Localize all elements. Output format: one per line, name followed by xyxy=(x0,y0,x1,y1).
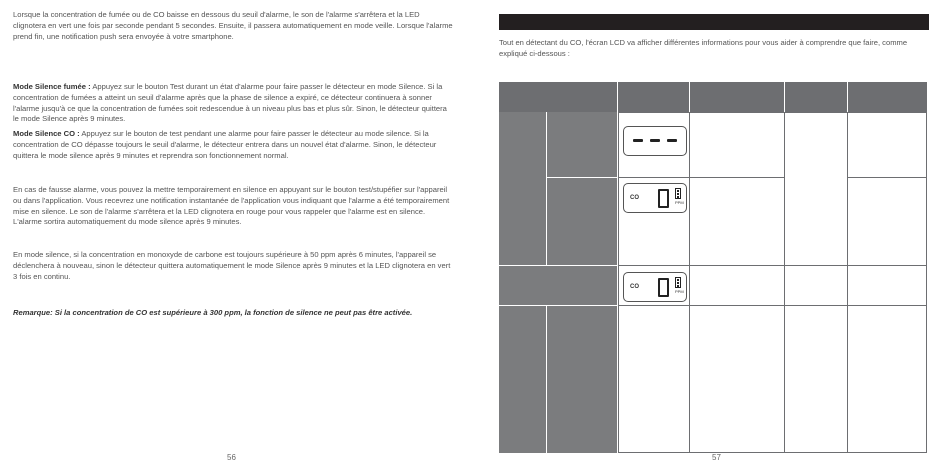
lcd-cell xyxy=(618,112,690,178)
battery-icon xyxy=(675,188,681,199)
table-cell xyxy=(689,265,785,306)
lcd-co-label: CO xyxy=(630,195,639,201)
table-cell xyxy=(847,177,927,266)
section-header-bar xyxy=(499,14,929,30)
lcd-digit-zero xyxy=(658,278,669,297)
battery-icon xyxy=(675,277,681,288)
lcd-co-reading-display xyxy=(623,183,687,213)
page-number-left: 56 xyxy=(227,453,236,462)
lcd-display-table xyxy=(499,82,927,453)
row-label-cell xyxy=(547,306,617,453)
false-alarm-paragraph: En cas de fausse alarme, vous pouvez la mettre temporairement en silence en appuyant sur le bouton test/stupéfier sur l'appareil ou dans l'application. Vous recevrez une notification instantanée de l'application vous indiquant que l'alarme a été temporairement mise en silence. Le son de l'alarme s'arrêtera et la LED clignotera en rouge pour vous rappeler que l'alarme est en silence. L'alarme sortira automatiquement du mode silence après 9 minutes. xyxy=(13,185,450,227)
table-cell xyxy=(618,305,690,453)
table-header-cell xyxy=(848,82,927,112)
page-number-right: 57 xyxy=(712,453,721,462)
table-cell xyxy=(784,112,848,266)
table-cell xyxy=(689,177,785,266)
row-group-label-cell xyxy=(499,112,546,265)
smoke-silence-paragraph xyxy=(13,82,453,125)
smoke-silence-text: Appuyez sur le bouton Test durant un état d'alarme pour faire passer le détecteur en mode Silence. Si la concentration de fumées a atteint un seuil d'alarme après que la phase de silence a expiré, ce détecteur continuera à sonner l'alarme jusqu'à ce que la concentration de fumées soit redescendue à un niveau plus bas et plus sûr. Sinon, le détecteur quittera le mode Silence après 9 minutes. xyxy=(13,82,447,124)
remark-note: Remarque: Si la concentration de CO est supérieure à 300 ppm, la fonction de silence ne peut pas être activée. xyxy=(13,308,413,317)
row-label-cell xyxy=(547,178,617,265)
table-header-cell xyxy=(618,82,689,112)
lcd-digit-zero xyxy=(658,189,669,208)
lcd-ppm-unit: PPM xyxy=(675,200,684,205)
table-cell xyxy=(847,265,927,306)
co-silence-text: Appuyez sur le bouton de test pendant une alarme pour faire passer le détecteur au mode silence. Si la concentration de CO dépasse toujours le seuil d'alarme, le détecteur entrera dans un nouvel état d'alarme. Sinon, le détecteur quittera le mode silence après 9 minutes et reprendra son fonctionnement normal. xyxy=(13,129,437,160)
table-cell xyxy=(689,112,785,178)
table-cell xyxy=(689,305,785,453)
smoke-silence-title: Mode Silence fumée : xyxy=(13,82,91,91)
row-group-label-cell xyxy=(499,306,546,453)
silence-mode-paragraph: En mode silence, si la concentration en monoxyde de carbone est toujours supérieure à 50 ppm après 6 minutes, l'appareil se déclenchera à nouveau, sinon le détecteur quittera automatiquement le mode Silence après 9 minutes et la LED clignotera en vert 3 fois en continu. xyxy=(13,250,451,281)
lcd-co-label: CO xyxy=(630,284,639,290)
co-silence-paragraph xyxy=(13,129,453,161)
lcd-dash xyxy=(633,139,643,142)
right-page xyxy=(475,0,950,467)
table-cell xyxy=(784,265,848,306)
intro-paragraph: Lorsque la concentration de fumée ou de CO baisse en dessous du seuil d'alarme, le son de l'alarme s'arrêtera et la LED clignotera en vert une fois par seconde pendant 5 secondes. Ensuite, il passera automatiquement en mode veille. Lorsque l'alarme prend fin, une notification push sera envoyée à votre smartphone. xyxy=(13,10,453,41)
table-cell xyxy=(847,305,927,453)
lcd-dash xyxy=(667,139,677,142)
table-cell xyxy=(784,305,848,453)
table-header-cell xyxy=(690,82,784,112)
co-silence-title: Mode Silence CO : xyxy=(13,129,80,138)
lcd-cell xyxy=(618,177,690,266)
lcd-dash xyxy=(650,139,660,142)
lcd-dashes-display xyxy=(623,126,687,156)
table-cell xyxy=(847,112,927,178)
row-label-cell xyxy=(499,266,617,305)
lcd-co-reading-display xyxy=(623,272,687,302)
table-header-cell xyxy=(499,82,617,112)
lcd-intro-paragraph: Tout en détectant du CO, l'écran LCD va afficher différentes informations pour vous aider à comprendre que faire, comme expliqué ci-dessous : xyxy=(499,38,908,58)
lcd-ppm-unit: PPM xyxy=(675,289,684,294)
table-header-cell xyxy=(785,82,847,112)
row-label-cell xyxy=(547,112,617,177)
lcd-cell xyxy=(618,265,690,306)
